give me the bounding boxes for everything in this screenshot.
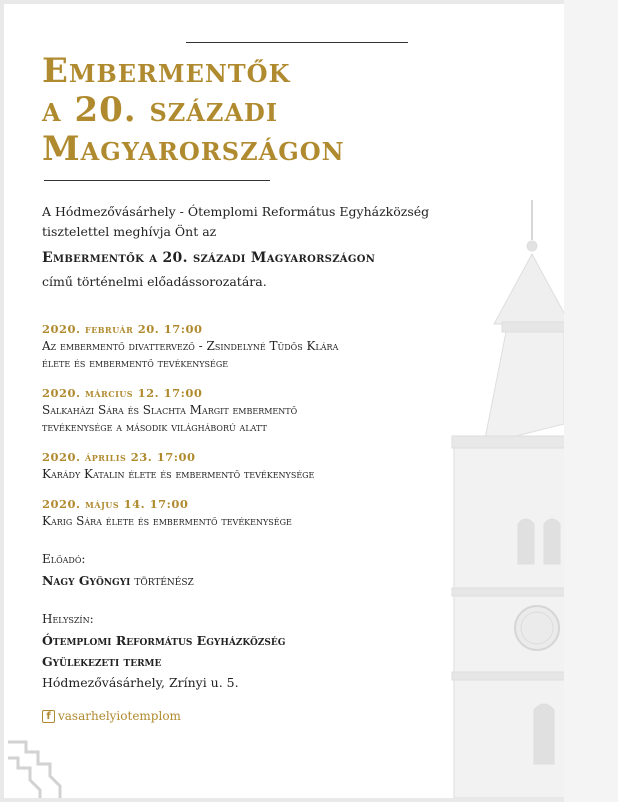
corner-ornament [4,728,74,798]
session-date: 2020. május 14. 17:00 [42,497,189,511]
session-date: 2020. február 20. 17:00 [42,322,203,336]
intro-line-3: című történelmi előadássorozatára. [42,274,267,289]
session-topic-line: élete és embermentő tevékenysége [42,356,229,370]
venue-line-2: Gyülekezeti terme [42,654,162,669]
session-topic-line: tevékenysége a második világháború alatt [42,420,267,434]
intro-line-1: A Hódmezővásárhely - Ótemplomi Református Egyházközség [42,204,430,219]
poster [4,4,564,798]
session-topic-line: Az embermentő divattervező - Zsindelyné Tüdős Klára [42,339,339,353]
venue-address: Hódmezővásárhely, Zrínyi u. 5. [42,675,239,690]
venue-line-1: Ótemplomi Református Egyházközség [42,633,286,648]
event-title: Embermentők a 20. századi Magyarországon [42,250,376,266]
session-topic-line: Karig Sára élete és embermentő tevékenysége [42,514,292,528]
session-2 [42,386,297,434]
presenter-role: történész [134,573,194,588]
title-rule [44,180,270,181]
top-rule [186,42,408,43]
page-title [42,52,345,169]
title-line-3: Magyarországon [42,129,345,169]
session-date: 2020. április 23. 17:00 [42,450,196,464]
session-topic-line: Salkaházi Sára és Slachta Margit embermentő [42,403,298,417]
venue-label: Helyszín: [42,612,94,626]
background-strip [564,0,618,802]
session-3 [42,450,314,481]
social-handle: vasarhelyiotemplom [58,709,181,723]
title-line-2: a 20. századi [42,90,279,130]
session-topic-line: Karády Katalin élete és embermentő tevékenysége [42,467,315,481]
presenter [42,573,194,588]
social-link[interactable] [42,709,181,723]
session-1 [42,322,338,370]
session-date: 2020. március 12. 17:00 [42,386,203,400]
session-4 [42,497,292,528]
presenter-label: Előadó: [42,552,86,566]
title-line-1: Embermentők [42,51,291,91]
facebook-icon: f [42,710,55,723]
presenter-name: Nagy Gyöngyi [42,573,131,588]
intro-line-2: tisztelettel meghívja Önt az [42,224,217,239]
